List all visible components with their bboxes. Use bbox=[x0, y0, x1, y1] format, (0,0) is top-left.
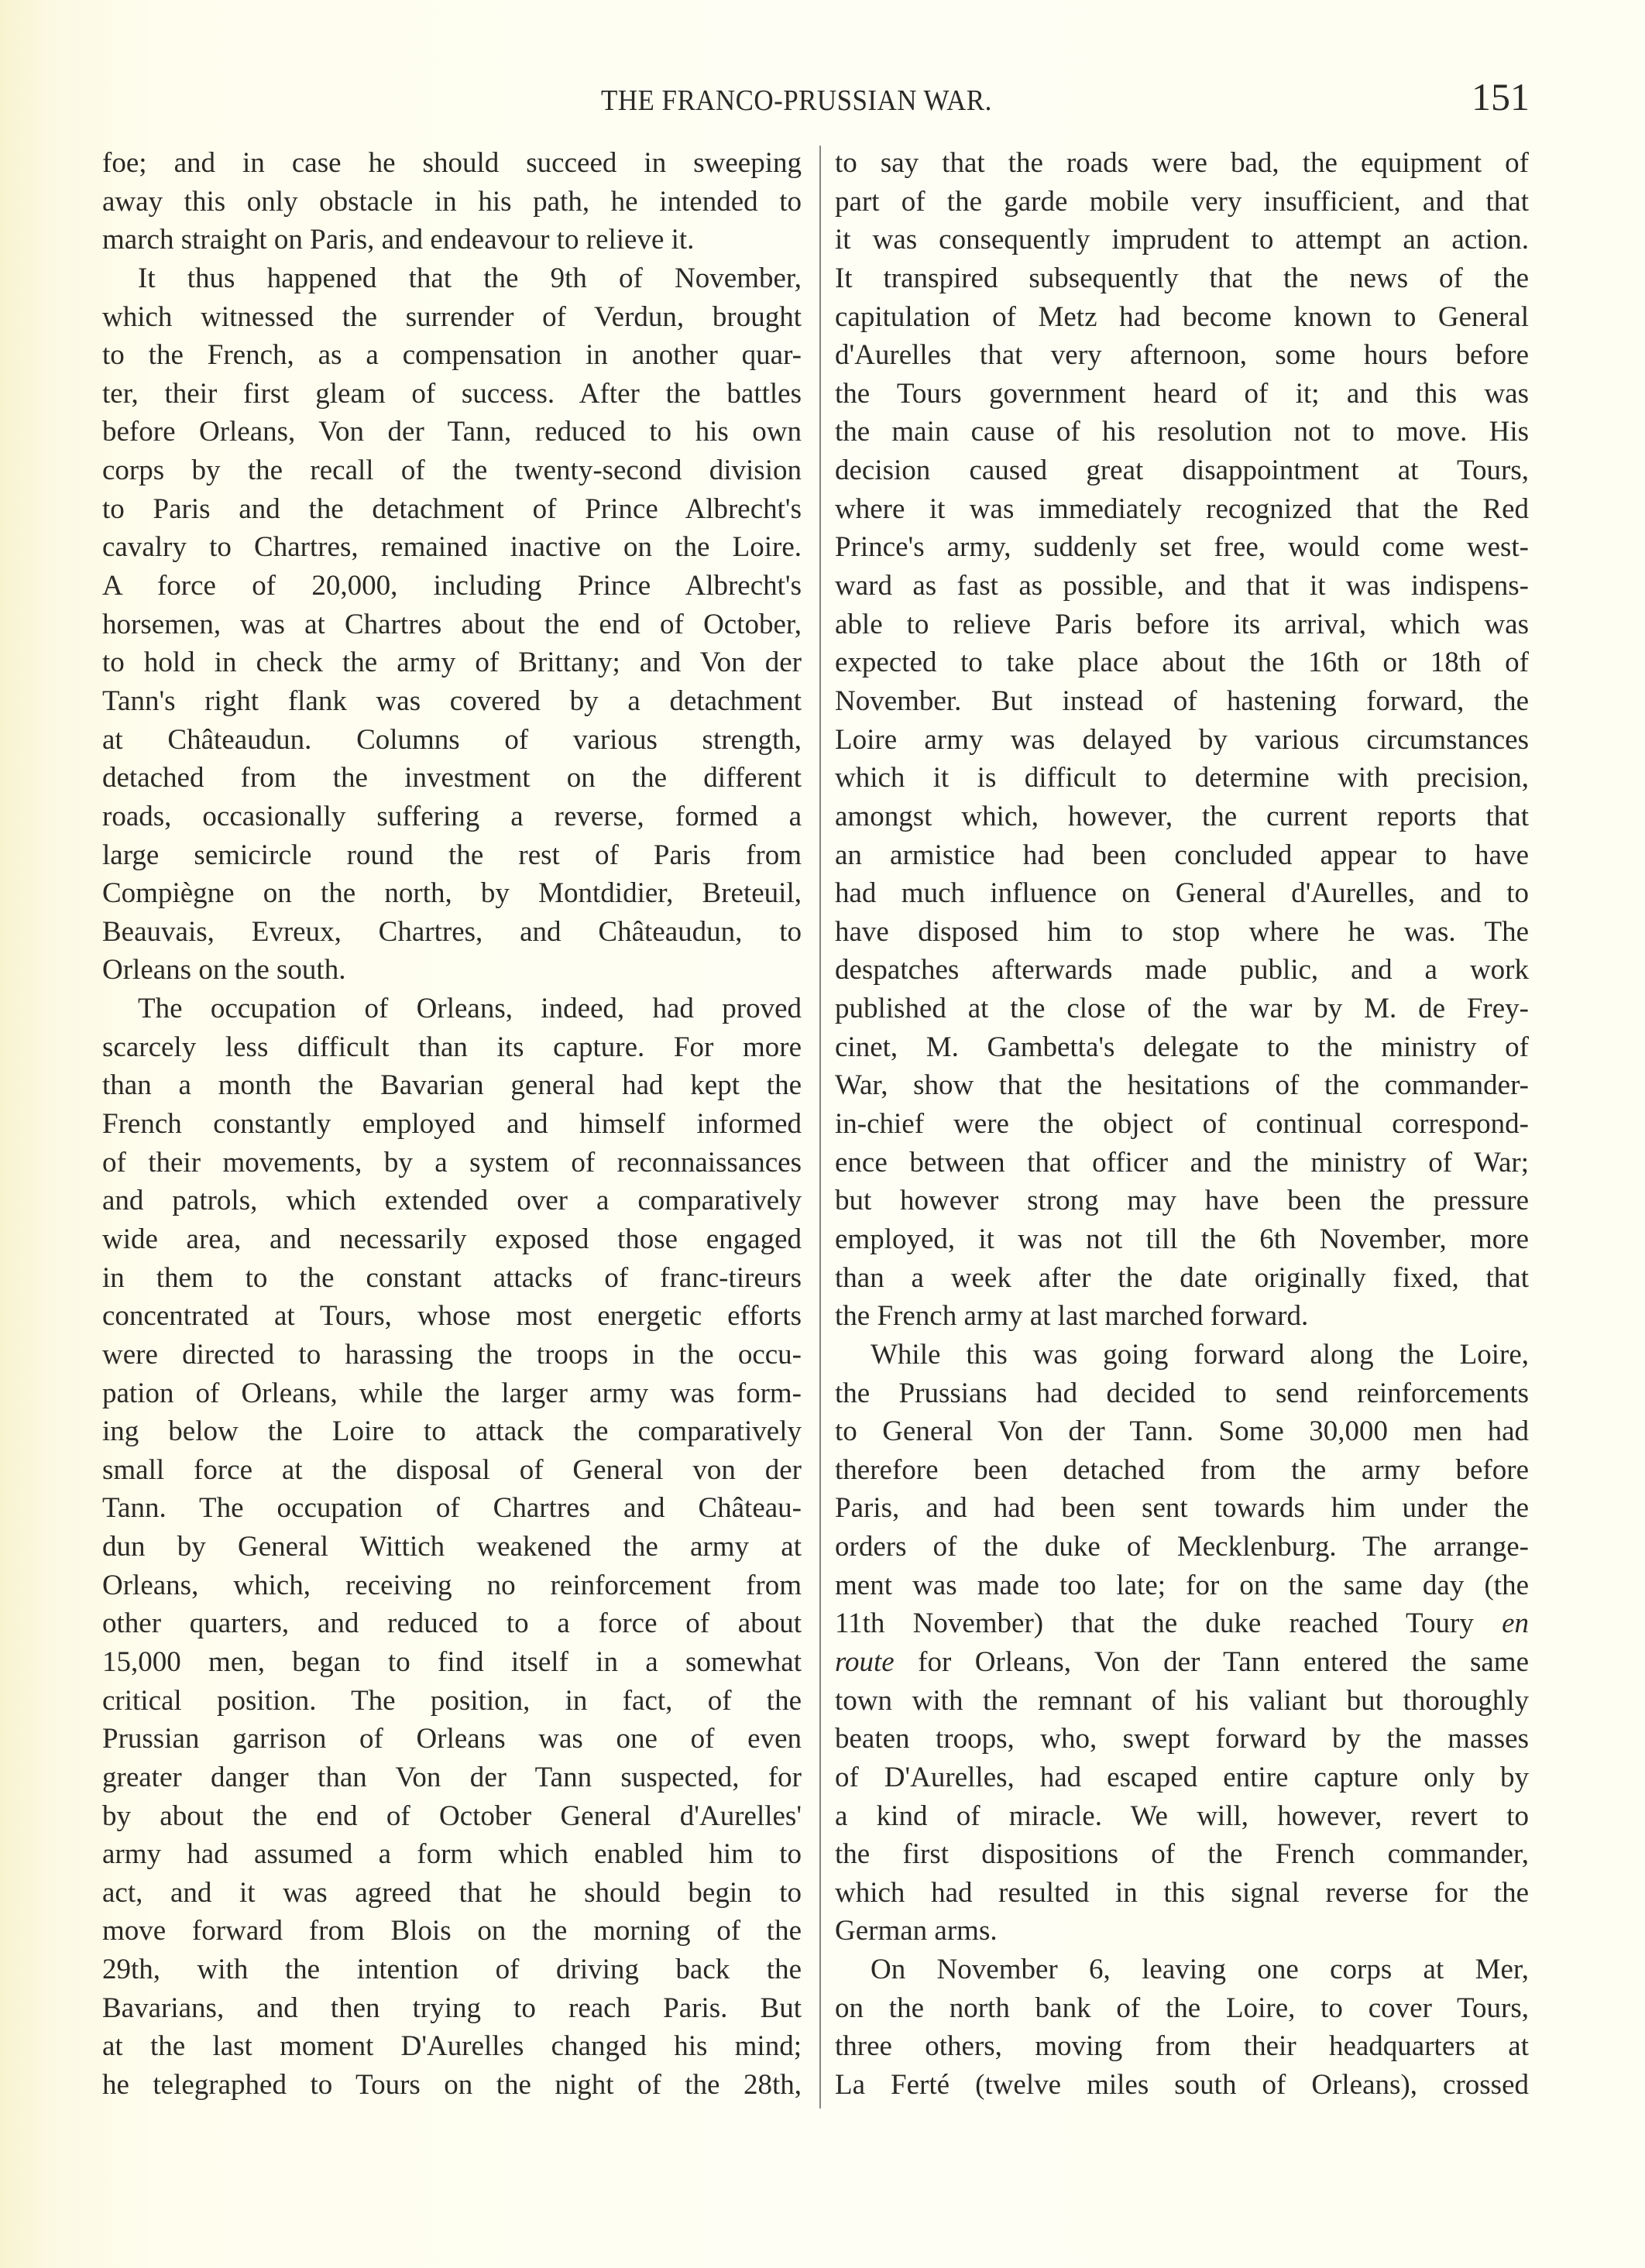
text-line bbox=[835, 1528, 1529, 1566]
text-line bbox=[102, 567, 802, 606]
text-line bbox=[835, 1720, 1529, 1758]
running-title: THE FRANCO-PRUSSIAN WAR. bbox=[601, 84, 992, 117]
line-text: employed, it was not till the 6th November, more bbox=[835, 1223, 1529, 1255]
line-text: ter, their first gleam of success. After the battles bbox=[102, 377, 802, 410]
line-text: A force of 20,000, including Prince Albrecht's bbox=[102, 570, 802, 602]
text-line bbox=[102, 221, 802, 259]
text-line bbox=[835, 874, 1529, 913]
line-text: had much influence on General d'Aurelles, and to bbox=[835, 877, 1529, 910]
line-text: the French army at last marched forward. bbox=[835, 1300, 1309, 1333]
text-line bbox=[835, 528, 1529, 567]
text-line bbox=[835, 375, 1529, 413]
text-line bbox=[835, 298, 1529, 337]
line-text: the main cause of his resolution not to move. His bbox=[835, 416, 1529, 448]
line-text: foe; and in case he should succeed in sweeping bbox=[102, 147, 802, 179]
line-text: orders of the duke of Mecklenburg. The arrange- bbox=[835, 1531, 1529, 1563]
line-text: Prussian garrison of Orleans was one of even bbox=[102, 1723, 802, 1755]
line-text: greater danger than Von der Tann suspected, for bbox=[102, 1761, 802, 1793]
line-text: at the last moment D'Aurelles changed his mind; bbox=[102, 2030, 802, 2063]
text-line bbox=[835, 1912, 1529, 1951]
line-text: On November 6, leaving one corps at Mer, bbox=[871, 1954, 1529, 1986]
line-text: before Orleans, Von der Tann, reduced to his own bbox=[102, 416, 802, 448]
text-line bbox=[835, 1566, 1529, 1605]
text-line bbox=[835, 1259, 1529, 1298]
text-line bbox=[102, 1951, 802, 1989]
text-line bbox=[102, 298, 802, 337]
left-column bbox=[102, 144, 802, 2105]
line-text: in them to the constant attacks of franc-tireurs bbox=[102, 1261, 802, 1294]
line-text: despatches afterwards made public, and a work bbox=[835, 954, 1529, 986]
line-text: 11th November) that the duke reached Toury bbox=[835, 1608, 1502, 1640]
line-text: the Prussians had decided to send reinforcements bbox=[835, 1377, 1529, 1409]
line-text: The occupation of Orleans, indeed, had proved bbox=[138, 993, 802, 1025]
text-line bbox=[102, 1451, 802, 1490]
line-text: it was consequently imprudent to attempt an action. bbox=[835, 224, 1529, 256]
line-text: three others, moving from their headquarters at bbox=[835, 2030, 1529, 2063]
line-text: wide area, and necessarily exposed those engaged bbox=[102, 1223, 802, 1255]
text-line bbox=[835, 451, 1529, 490]
line-text: large semicircle round the rest of Paris from bbox=[102, 839, 802, 871]
text-line bbox=[102, 874, 802, 913]
text-line bbox=[102, 1220, 802, 1259]
text-line bbox=[102, 528, 802, 567]
italic-text: en bbox=[1502, 1608, 1529, 1640]
text-line bbox=[102, 144, 802, 183]
text-line bbox=[102, 1182, 802, 1220]
text-line bbox=[835, 2027, 1529, 2066]
line-text: were directed to harassing the troops in the occu- bbox=[102, 1338, 802, 1371]
text-line bbox=[835, 1066, 1529, 1105]
line-text: Orleans, which, receiving no reinforcement from bbox=[102, 1569, 802, 1601]
line-text: therefore been detached from the army before bbox=[835, 1453, 1529, 1486]
text-line bbox=[835, 490, 1529, 529]
text-line bbox=[835, 567, 1529, 606]
line-text: capitulation of Metz had become known to General bbox=[835, 300, 1529, 333]
line-text: ment was made too late; for on the same day (the bbox=[835, 1569, 1529, 1601]
line-text: roads, occasionally suffering a reverse, formed a bbox=[102, 800, 802, 832]
text-line bbox=[835, 1874, 1529, 1913]
text-line bbox=[835, 1451, 1529, 1490]
line-text: La Ferté (twelve miles south of Orleans), crossed bbox=[835, 2069, 1529, 2102]
line-text: Beauvais, Evreux, Chartres, and Châteaudun, to bbox=[102, 915, 802, 948]
text-line bbox=[835, 682, 1529, 721]
text-line bbox=[835, 1412, 1529, 1451]
line-text: cinet, M. Gambetta's delegate to the ministry of bbox=[835, 1031, 1529, 1063]
line-text: have disposed him to stop where he was. The bbox=[835, 915, 1529, 948]
text-line bbox=[835, 2066, 1529, 2105]
line-text: for Orleans, Von der Tann entered the same bbox=[894, 1645, 1529, 1678]
text-line bbox=[835, 144, 1529, 183]
text-line bbox=[102, 1412, 802, 1451]
line-text: able to relieve Paris before its arrival, which was bbox=[835, 608, 1529, 640]
text-line bbox=[835, 1682, 1529, 1721]
text-line bbox=[835, 1336, 1529, 1374]
text-line bbox=[835, 1797, 1529, 1836]
text-line bbox=[835, 759, 1529, 798]
line-text: march straight on Paris, and endeavour to relieve it. bbox=[102, 224, 695, 256]
line-text: and patrols, which extended over a comparatively bbox=[102, 1185, 802, 1217]
text-line bbox=[102, 1835, 802, 1874]
line-text: a kind of miracle. We will, however, revert to bbox=[835, 1800, 1529, 1832]
line-text: where it was immediately recognized that the Red bbox=[835, 492, 1529, 525]
text-line bbox=[102, 1682, 802, 1721]
page-number: 151 bbox=[1472, 75, 1530, 118]
line-text: decision caused great disappointment at Tours, bbox=[835, 455, 1529, 487]
text-line bbox=[835, 798, 1529, 836]
text-line bbox=[835, 1220, 1529, 1259]
text-line bbox=[102, 1105, 802, 1144]
text-line bbox=[835, 913, 1529, 952]
text-line bbox=[102, 682, 802, 721]
line-text: detached from the investment on the different bbox=[102, 762, 802, 794]
text-line bbox=[102, 1489, 802, 1528]
text-line bbox=[835, 336, 1529, 375]
text-line bbox=[835, 606, 1529, 644]
line-text: Loire army was delayed by various circumstances bbox=[835, 723, 1529, 756]
line-text: Prince's army, suddenly set free, would come west- bbox=[835, 531, 1529, 564]
text-line bbox=[102, 759, 802, 798]
text-line bbox=[835, 1297, 1529, 1336]
text-line bbox=[102, 1912, 802, 1951]
line-text: on the north bank of the Loire, to cover Tours, bbox=[835, 1992, 1529, 2024]
text-line bbox=[102, 183, 802, 221]
text-line bbox=[835, 1951, 1529, 1989]
line-text: to say that the roads were bad, the equipment of bbox=[835, 147, 1529, 179]
text-line bbox=[835, 1144, 1529, 1182]
line-text: move forward from Blois on the morning of the bbox=[102, 1915, 802, 1947]
line-text: ence between that officer and the ministry of War; bbox=[835, 1146, 1529, 1179]
line-text: concentrated at Tours, whose most energetic efforts bbox=[102, 1300, 802, 1333]
line-text: which witnessed the surrender of Verdun, brought bbox=[102, 300, 802, 333]
text-line bbox=[102, 1336, 802, 1374]
line-text: the Tours government heard of it; and this was bbox=[835, 377, 1529, 410]
text-line bbox=[102, 1643, 802, 1682]
line-text: the first dispositions of the French commander, bbox=[835, 1838, 1529, 1871]
line-text: War, show that the hesitations of the commander- bbox=[835, 1069, 1529, 1102]
italic-text: route bbox=[835, 1645, 895, 1678]
line-text: Orleans on the south. bbox=[102, 954, 346, 986]
line-text: of their movements, by a system of reconnaissances bbox=[102, 1146, 802, 1179]
text-line bbox=[102, 2066, 802, 2105]
line-text: to the French, as a compensation in another quar- bbox=[102, 339, 802, 372]
line-text: other quarters, and reduced to a force of about bbox=[102, 1608, 802, 1640]
line-text: to Paris and the detachment of Prince Albrecht's bbox=[102, 492, 802, 525]
line-text: away this only obstacle in his path, he intended to bbox=[102, 185, 802, 218]
text-line bbox=[102, 336, 802, 375]
text-line bbox=[835, 259, 1529, 298]
text-line bbox=[835, 413, 1529, 451]
text-line bbox=[102, 1604, 802, 1643]
line-text: town with the remnant of his valiant but thoroughly bbox=[835, 1684, 1529, 1717]
text-line bbox=[102, 913, 802, 952]
line-text: by about the end of October General d'Aurelles' bbox=[102, 1800, 802, 1832]
line-text: dun by General Wittich weakened the army at bbox=[102, 1531, 802, 1563]
line-text: to hold in check the army of Brittany; and Von der bbox=[102, 647, 802, 679]
text-line bbox=[102, 1028, 802, 1067]
line-text: Bavarians, and then trying to reach Paris. But bbox=[102, 1992, 802, 2024]
text-line bbox=[835, 1758, 1529, 1797]
text-line bbox=[835, 1028, 1529, 1067]
text-line bbox=[835, 990, 1529, 1028]
line-text: Paris, and had been sent towards him under the bbox=[835, 1492, 1529, 1525]
line-text: d'Aurelles that very afternoon, some hours before bbox=[835, 339, 1529, 372]
text-line bbox=[102, 490, 802, 529]
line-text: an armistice had been concluded appear to have bbox=[835, 839, 1529, 871]
line-text: which it is difficult to determine with precision, bbox=[835, 762, 1529, 794]
text-line bbox=[835, 183, 1529, 221]
text-line bbox=[835, 721, 1529, 760]
line-text: published at the close of the war by M. de Frey- bbox=[835, 993, 1529, 1025]
text-line bbox=[102, 1066, 802, 1105]
line-text: army had assumed a form which enabled him to bbox=[102, 1838, 802, 1871]
text-line bbox=[102, 1758, 802, 1797]
text-line bbox=[102, 1144, 802, 1182]
right-column bbox=[835, 144, 1529, 2105]
line-text: ing below the Loire to attack the comparatively bbox=[102, 1415, 802, 1448]
line-text: part of the garde mobile very insufficient, and that bbox=[835, 185, 1529, 218]
column-divider bbox=[819, 146, 821, 2108]
line-text: but however strong may have been the pressure bbox=[835, 1185, 1529, 1217]
text-line bbox=[835, 1374, 1529, 1413]
text-line bbox=[835, 836, 1529, 875]
line-text: While this was going forward along the Loire, bbox=[871, 1338, 1529, 1371]
line-text: small force at the disposal of General von der bbox=[102, 1453, 802, 1486]
line-text: critical position. The position, in fact, of the bbox=[102, 1684, 802, 1717]
text-line bbox=[835, 1182, 1529, 1220]
line-text: French constantly employed and himself informed bbox=[102, 1108, 802, 1141]
line-text: than a week after the date originally fixed, that bbox=[835, 1261, 1529, 1294]
line-text: Tann. The occupation of Chartres and Château- bbox=[102, 1492, 802, 1525]
line-text: 15,000 men, began to find itself in a somewhat bbox=[102, 1645, 802, 1678]
line-text: Compiègne on the north, by Montdidier, Breteuil, bbox=[102, 877, 802, 910]
line-text: beaten troops, who, swept forward by the masses bbox=[835, 1723, 1529, 1755]
text-line bbox=[102, 721, 802, 760]
text-line bbox=[102, 951, 802, 990]
text-line bbox=[102, 836, 802, 875]
line-text: It transpired subsequently that the news of the bbox=[835, 262, 1529, 294]
text-line bbox=[102, 1874, 802, 1913]
text-line bbox=[102, 1720, 802, 1758]
text-line bbox=[102, 1259, 802, 1298]
line-text: he telegraphed to Tours on the night of the 28th, bbox=[102, 2069, 802, 2102]
line-text: of D'Aurelles, had escaped entire capture only by bbox=[835, 1761, 1529, 1793]
text-line bbox=[102, 1297, 802, 1336]
line-text: German arms. bbox=[835, 1915, 998, 1947]
line-text: corps by the recall of the twenty-second division bbox=[102, 455, 802, 487]
text-line bbox=[102, 2027, 802, 2066]
line-text: expected to take place about the 16th or 18th of bbox=[835, 647, 1529, 679]
text-line bbox=[835, 951, 1529, 990]
text-line bbox=[835, 643, 1529, 682]
text-line bbox=[102, 375, 802, 413]
line-text: 29th, with the intention of driving back the bbox=[102, 1954, 802, 1986]
line-text: in-chief were the object of continual correspond- bbox=[835, 1108, 1529, 1141]
text-line bbox=[835, 1989, 1529, 2028]
text-line bbox=[835, 221, 1529, 259]
text-line bbox=[102, 643, 802, 682]
text-line bbox=[102, 1528, 802, 1566]
line-text: act, and it was agreed that he should begin to bbox=[102, 1876, 802, 1909]
text-line bbox=[102, 798, 802, 836]
line-text: November. But instead of hastening forward, the bbox=[835, 685, 1529, 717]
text-line bbox=[102, 606, 802, 644]
text-line bbox=[102, 1374, 802, 1413]
line-text: to General Von der Tann. Some 30,000 men had bbox=[835, 1415, 1529, 1448]
line-text: horsemen, was at Chartres about the end of October, bbox=[102, 608, 802, 640]
line-text: at Châteaudun. Columns of various strength, bbox=[102, 723, 802, 756]
line-text: ward as fast as possible, and that it was indispens- bbox=[835, 570, 1529, 602]
line-text: pation of Orleans, while the larger army was form- bbox=[102, 1377, 802, 1409]
text-line bbox=[102, 451, 802, 490]
text-line bbox=[102, 1797, 802, 1836]
line-text: scarcely less difficult than its capture. For more bbox=[102, 1031, 802, 1063]
text-line bbox=[102, 413, 802, 451]
text-line bbox=[835, 1489, 1529, 1528]
text-line bbox=[835, 1835, 1529, 1874]
line-text: Tann's right flank was covered by a detachment bbox=[102, 685, 802, 717]
text-line bbox=[835, 1604, 1529, 1643]
text-line bbox=[102, 1989, 802, 2028]
text-line bbox=[102, 259, 802, 298]
text-line bbox=[835, 1105, 1529, 1144]
line-text: than a month the Bavarian general had kept the bbox=[102, 1069, 802, 1102]
line-text: cavalry to Chartres, remained inactive on the Loire. bbox=[102, 531, 802, 564]
text-line bbox=[835, 1643, 1529, 1682]
line-text: which had resulted in this signal reverse for the bbox=[835, 1876, 1529, 1909]
text-line bbox=[102, 1566, 802, 1605]
line-text: It thus happened that the 9th of November, bbox=[138, 262, 802, 294]
text-line bbox=[102, 990, 802, 1028]
line-text: amongst which, however, the current reports that bbox=[835, 800, 1529, 832]
